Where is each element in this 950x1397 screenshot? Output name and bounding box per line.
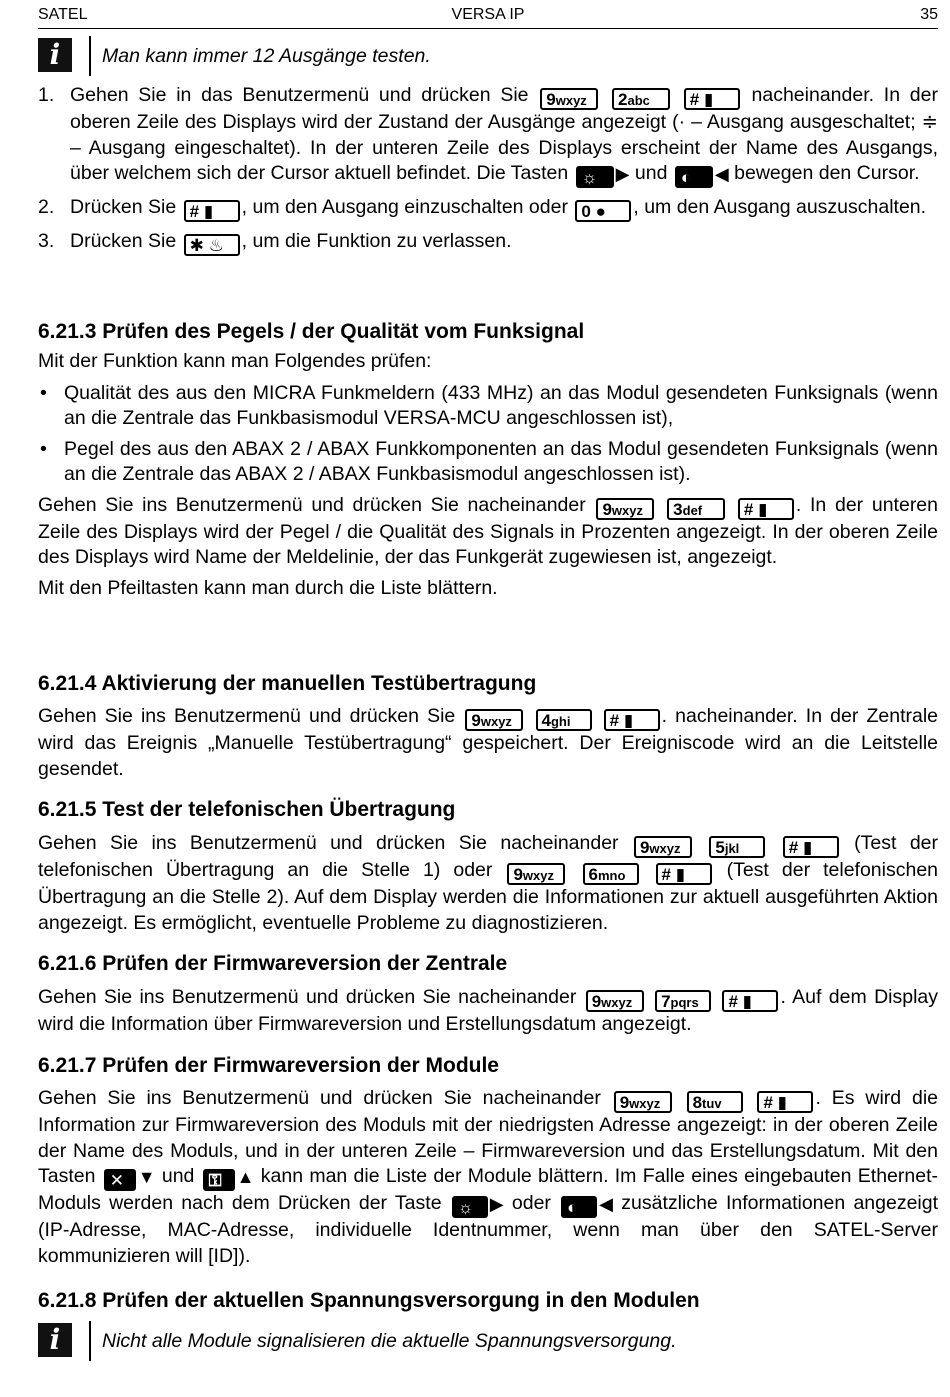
key-3-def: 3def	[667, 498, 725, 520]
step-1: 1. Gehen Sie in das Benutzermenü und drücken Sie 9wxyz 2abc # ▮ nacheinander. In der oberen Zeile des Displays wird der Zustand der Ausgänge angezeigt (· – Ausgang ausgeschaltet; ≑ – Ausgang eingeschaltet). In der unteren Zeile des Displays erscheint der Name des Ausgangs, über welchem sich der Cursor aktuell befindet. Die Tasten ☼ ▶ und ◐ ◀ bewegen den Cursor.	[38, 84, 939, 187]
key-9-wxyz: 9wxyz	[507, 863, 565, 885]
key-5-jkl: 5jkl	[709, 836, 765, 858]
header-product: VERSA IP	[451, 6, 525, 23]
page-header	[38, 6, 938, 29]
info-icon: i	[38, 38, 72, 72]
key-4-ghi: 4ghi	[536, 709, 592, 731]
heading-6-21-7: 6.21.7 Prüfen der Firmwareversion der Module	[38, 1054, 499, 1077]
heading-6-21-4: 6.21.4 Aktivierung der manuellen Testübertragung	[38, 672, 537, 695]
key-6-mno: 6mno	[583, 863, 639, 885]
key-hash-block: # ▮	[684, 88, 740, 110]
key-left-arrow: ◐ ◀	[673, 161, 729, 188]
output-off-symbol: ·	[678, 111, 686, 133]
key-9-wxyz: 9wxyz	[540, 88, 598, 110]
info-note-1	[38, 36, 938, 78]
header-brand: SATEL	[38, 6, 88, 23]
note-divider	[89, 36, 91, 76]
section-6-21-5: Gehen Sie ins Benutzermenü und drücken Sie nacheinander 9wxyz 5jkl # ▮ (Test der telefonischen Übertragung an die Stelle 1) oder 9wxyz 6mno # ▮ (Test der telefonischen Übertragung an die Stelle 2). Auf dem Display werden die Informationen zur aktuell ausgeführten Aktion angezeigt. Es ermöglicht, eventuelle Probleme zu diagnostizieren.	[38, 832, 939, 934]
key-hash-block: # ▮	[757, 1091, 813, 1113]
heading-6-21-5: 6.21.5 Test der telefonischen Übertragung	[38, 798, 456, 821]
key-right-arrow: ☼ ▶	[450, 1191, 504, 1218]
key-9-wxyz: 9wxyz	[596, 498, 654, 520]
key-hash-block: # ▮	[783, 836, 839, 858]
key-zero-alert: 0 ●	[575, 200, 631, 222]
key-right-arrow: ☼ ▶	[574, 161, 630, 188]
note-text: Nicht alle Module signalisieren die aktuelle Spannungsversorgung.	[102, 1330, 677, 1352]
key-9-wxyz: 9wxyz	[465, 709, 523, 731]
key-left-arrow: ◐ ◀	[559, 1191, 613, 1218]
section-6-21-6: Gehen Sie ins Benutzermenü und drücken Sie nacheinander 9wxyz 7pqrs # ▮ . Auf dem Display wird die Information über Firmwareversion und Erstellungsdatum angezeigt.	[38, 986, 939, 1035]
section-6-21-4: Gehen Sie ins Benutzermenü und drücken Sie 9wxyz 4ghi # ▮ . nacheinander. In der Zentrale wird das Ereignis „Manuelle Testübertragung“ gespeichert. Der Ereigniscode wird an die Leitstelle gesendet.	[38, 705, 939, 780]
step-3: 3. Drücken Sie ✱ ♨ , um die Funktion zu verlassen.	[38, 230, 512, 255]
heading-6-21-6: 6.21.6 Prüfen der Firmwareversion der Zentrale	[38, 952, 508, 975]
step-2: 2. Drücken Sie # ▮ , um den Ausgang einzuschalten oder 0 ● , um den Ausgang auszuschalten.	[38, 196, 927, 221]
key-9-wxyz: 9wxyz	[634, 836, 692, 858]
heading-6-21-3: 6.21.3 Prüfen des Pegels / der Qualität vom Funksignal	[38, 320, 585, 343]
list-item: • Qualität des aus den MICRA Funkmeldern (433 MHz) an das Modul gesendeten Funksignals (wenn an die Zentrale das Funkbasismodul VERSA-MCU angeschlossen ist),	[40, 381, 938, 429]
key-hash-block: # ▮	[738, 498, 794, 520]
key-hash-block: # ▮	[184, 200, 240, 222]
info-icon: i	[38, 1323, 72, 1357]
list-item: • Pegel des aus den ABAX 2 / ABAX Funkkomponenten an das Modul gesendeten Funksignals (wenn an die Zentrale das ABAX 2 / ABAX Funkbasismodul angeschlossen ist).	[40, 437, 938, 485]
key-9-wxyz: 9wxyz	[614, 1091, 672, 1113]
note-text: Man kann immer 12 Ausgänge testen.	[102, 45, 431, 67]
info-note-2	[38, 1321, 938, 1363]
key-star-fire: ✱ ♨	[184, 234, 240, 256]
key-down-arrow: ✕ ▼	[102, 1164, 156, 1191]
section-6-21-3: Mit der Funktion kann man Folgendes prüfen: • Qualität des aus den MICRA Funkmeldern (433 MHz) an das Modul gesendeten Funksignals (wenn an die Zentrale das Funkbasismodul VERSA-MCU angeschlossen ist), • Pegel des aus den ABAX 2 / ABAX Funkkomponenten an das Modul gesendeten Funksignals (wenn an die Zentrale das ABAX 2 / ABAX Funkbasismodul angeschlossen ist). Gehen Sie ins Benutzermenü und drücken Sie nacheinander 9wxyz 3def # ▮ . In der unteren Zeile des Displays wird der Pegel / die Qualität des Signals in Prozenten angezeigt. In der oberen Zeile des Displays wird Name der Meldelinie, der das Funkgerät zugewiesen ist, angezeigt. Mit den Pfeiltasten kann man durch die Liste blättern.	[38, 350, 939, 599]
key-hash-block: # ▮	[604, 709, 660, 731]
steps-list	[38, 83, 938, 263]
heading-6-21-8: 6.21.8 Prüfen der aktuellen Spannungsversorgung in den Modulen	[38, 1289, 700, 1312]
key-2-abc: 2abc	[612, 88, 670, 110]
key-hash-block: # ▮	[656, 863, 712, 885]
section-6-21-7: Gehen Sie ins Benutzermenü und drücken Sie nacheinander 9wxyz 8tuv # ▮ . Es wird die Information zur Firmwareversion des Moduls mit der niedrigsten Adresse angezeigt: in der oberen Zeile der Name des Moduls, und in der unteren Zeile – Firmwareversion und das Erstellungsdatum. Mit den Tasten ✕ ▼ und ⚿ ▲ kann man die Liste der Module blättern. Im Falle eines eingebauten Ethernet-Moduls werden nach dem Drücken der Taste ☼ ▶ oder ◐ ◀ zusätzliche Informationen angezeigt (IP-Adresse, MAC-Adresse, individuelle Identnummer, wenn man über den SATEL-Server kommunizieren will [ID]).	[38, 1087, 939, 1267]
output-on-symbol: ≑	[921, 111, 939, 133]
key-9-wxyz: 9wxyz	[586, 990, 644, 1012]
key-8-tuv: 8tuv	[687, 1091, 743, 1113]
key-7-pqrs: 7pqrs	[655, 990, 711, 1012]
header-page-number: 35	[920, 6, 938, 23]
note-divider	[89, 1321, 91, 1361]
key-hash-block: # ▮	[722, 990, 778, 1012]
key-up-arrow: ⚿ ▲	[201, 1164, 255, 1191]
